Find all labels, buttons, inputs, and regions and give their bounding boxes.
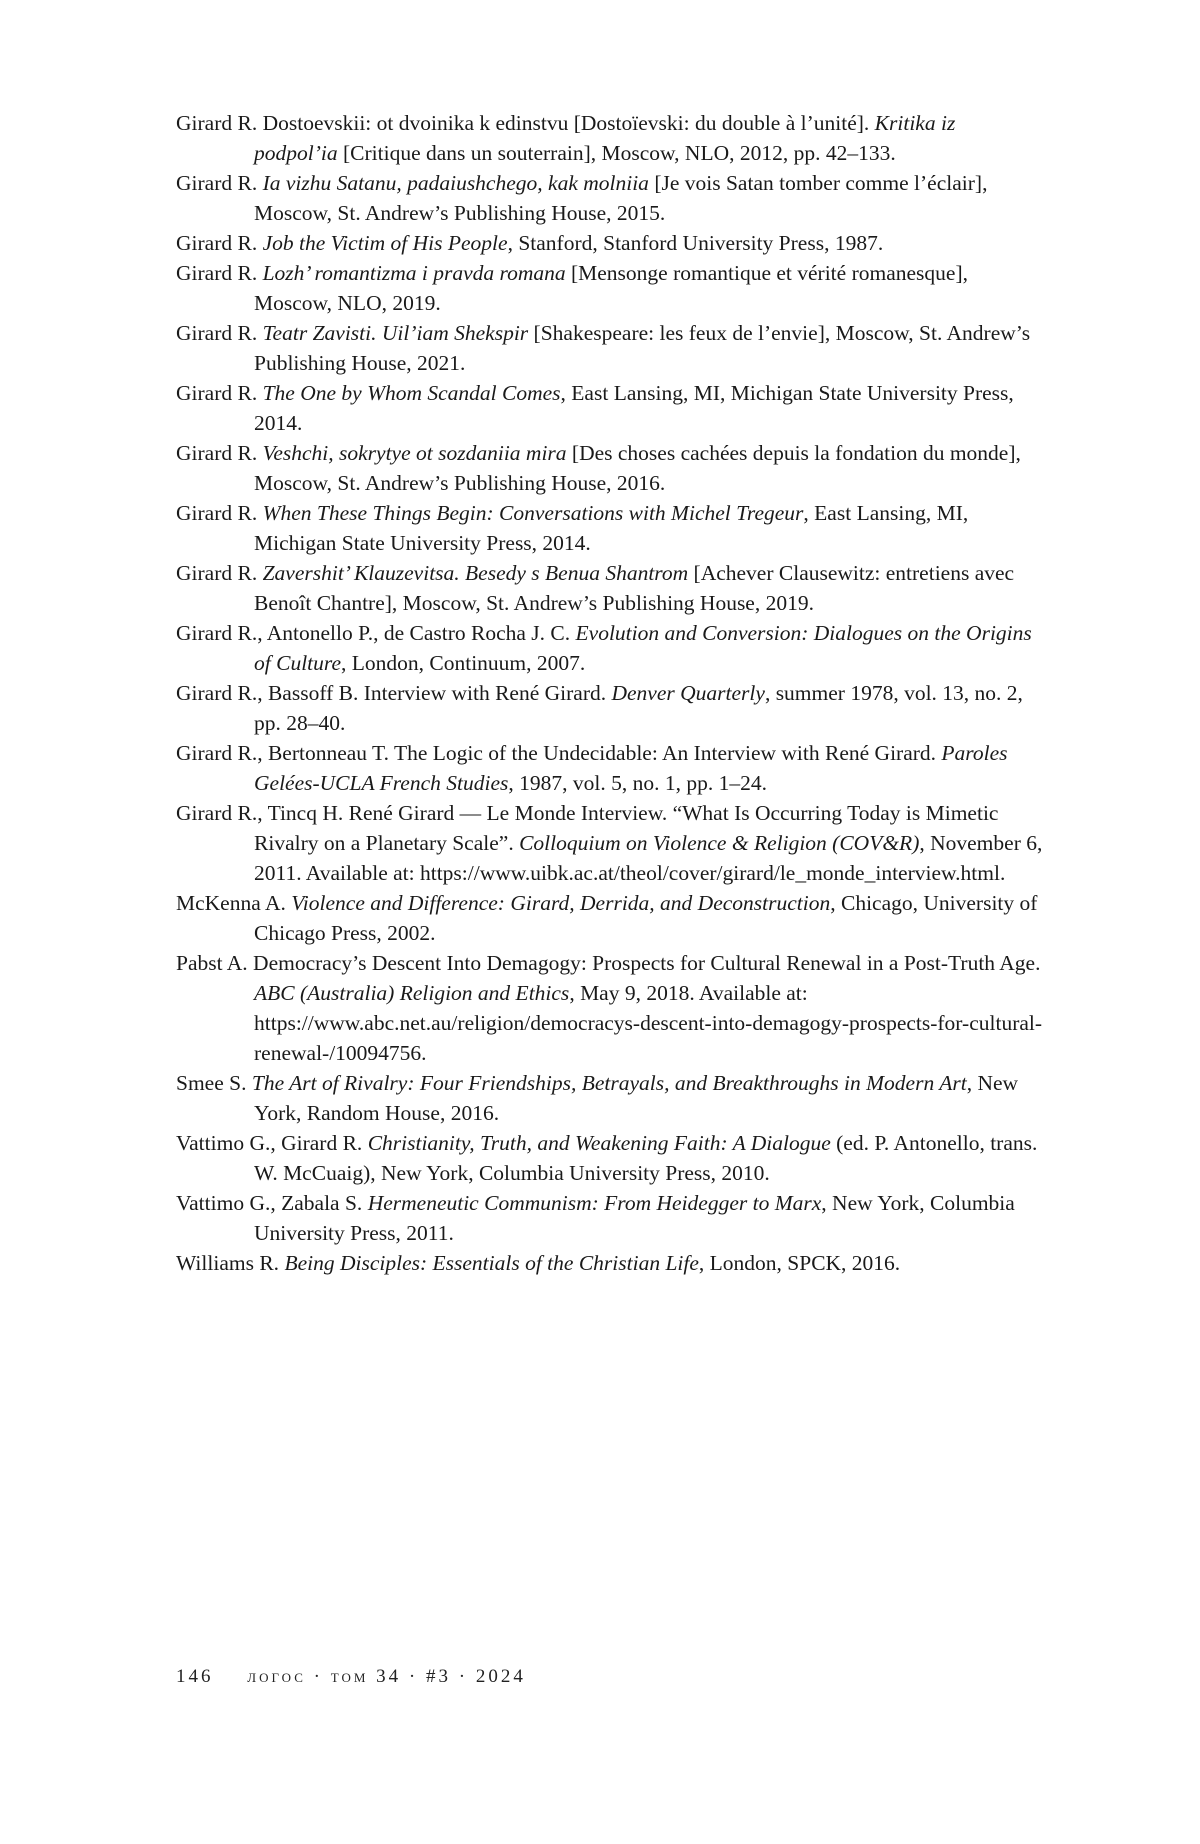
reference-text: [Mensonge romantique et vérité romanesque], Moscow, NLO, 2019. <box>254 261 968 315</box>
reference-text: Girard R. <box>176 561 263 585</box>
reference-text: Girard R. <box>176 321 263 345</box>
reference-title: Colloquium on Violence & Religion (COV&R) <box>519 831 920 855</box>
reference-text: Girard R., Bertonneau T. The Logic of the Undecidable: An Interview with René Girard. <box>176 741 942 765</box>
reference-entry <box>176 678 1044 738</box>
reference-entry <box>176 888 1044 948</box>
reference-title: The One by Whom Scandal Comes <box>262 381 561 405</box>
reference-text: , London, Continuum, 2007. <box>341 651 586 675</box>
reference-title: Veshchi, sokrytye ot sozdaniia mira <box>262 441 567 465</box>
reference-text: Girard R. <box>176 231 263 255</box>
reference-text: , East Lansing, MI, Michigan State University Press, 2014. <box>254 381 1014 435</box>
reference-text: Girard R., Antonello P., de Castro Rocha J. C. <box>176 621 576 645</box>
reference-text: [Achever Clausewitz: entretiens avec Benoît Chantre], Moscow, St. Andrew’s Publishing House, 2019. <box>254 561 1015 615</box>
reference-entry <box>176 738 1044 798</box>
reference-entry <box>176 948 1044 1068</box>
reference-text: , London, SPCK, 2016. <box>698 1251 901 1275</box>
reference-text: Girard R., Bassoff B. Interview with René Girard. <box>176 681 612 705</box>
reference-text: Girard R. <box>176 381 263 405</box>
reference-entry <box>176 378 1044 438</box>
reference-title: Paroles Gelées-UCLA French Studies <box>254 741 1008 795</box>
reference-text: Girard R., Tincq H. René Girard — Le Monde Interview. “What Is Occurring Today is Mimetic Rivalry on a Planetary Scale”. <box>176 801 999 855</box>
reference-text: [Je vois Satan tomber comme l’éclair], Moscow, St. Andrew’s Publishing House, 2015. <box>254 171 988 225</box>
reference-title: The Art of Rivalry: Four Friendships, Betrayals, and Breakthroughs in Modern Art <box>251 1071 967 1095</box>
reference-entry <box>176 258 1044 318</box>
reference-text: Vattimo G., Zabala S. <box>176 1191 368 1215</box>
reference-text: Smee S. <box>176 1071 252 1095</box>
reference-title: When These Things Begin: Conversations with Michel Tregeur <box>262 501 804 525</box>
reference-text: , summer 1978, vol. 13, no. 2, pp. 28–40. <box>254 681 1023 735</box>
reference-entry <box>176 798 1044 888</box>
reference-text: [Shakespeare: les feux de l’envie], Moscow, St. Andrew’s Publishing House, 2021. <box>254 321 1031 375</box>
journal-issue: логос · том 34 · #3 · 2024 <box>247 1666 526 1687</box>
reference-title: ABC (Australia) Religion and Ethics <box>254 981 570 1005</box>
reference-text: , May 9, 2018. Available at: https://www.abc.net.au/religion/democracys-descent-into-demagogy-prospects-for-cultural-renewal-/10094756. <box>254 981 1043 1065</box>
reference-text: , November 6, 2011. Available at: https://www.uibk.ac.at/theol/cover/girard/le_monde_interview.html. <box>254 831 1043 885</box>
reference-text: Girard R. Dostoevskii: ot dvoinika k edinstvu [Dostoïevski: du double à l’unité]. <box>176 111 875 135</box>
reference-title: Lozh’ romantizma i pravda romana <box>262 261 566 285</box>
reference-text: Girard R. <box>176 501 263 525</box>
reference-entry <box>176 498 1044 558</box>
reference-text: , Chicago, University of Chicago Press, 2002. <box>254 891 1038 945</box>
reference-title: Christianity, Truth, and Weakening Faith: A Dialogue <box>367 1131 831 1155</box>
reference-text: Pabst A. Democracy’s Descent Into Demagogy: Prospects for Cultural Renewal in a Post-Truth Age. <box>176 951 1041 975</box>
reference-text: Girard R. <box>176 261 263 285</box>
reference-text: , New York, Columbia University Press, 2011. <box>254 1191 1015 1245</box>
reference-entry <box>176 1248 1044 1278</box>
reference-entry <box>176 318 1044 378</box>
reference-entry <box>176 108 1044 168</box>
reference-text: [Des choses cachées depuis la fondation du monde], Moscow, St. Andrew’s Publishing House, 2016. <box>254 441 1021 495</box>
reference-text: , New York, Random House, 2016. <box>254 1071 1019 1125</box>
reference-entry <box>176 1188 1044 1248</box>
reference-entry <box>176 1068 1044 1128</box>
reference-title: Being Disciples: Essentials of the Christian Life <box>284 1251 699 1275</box>
reference-entry <box>176 618 1044 678</box>
reference-text: McKenna A. <box>176 891 292 915</box>
reference-title: Hermeneutic Communism: From Heidegger to Marx <box>367 1191 822 1215</box>
reference-text: (ed. P. Antonello, trans. W. McCuaig), New York, Columbia University Press, 2010. <box>254 1131 1038 1185</box>
reference-entry <box>176 438 1044 498</box>
reference-title: Kritika iz podpol’ia <box>254 111 956 165</box>
page-number: 146 <box>176 1666 214 1687</box>
reference-text: , Stanford, Stanford University Press, 1987. <box>507 231 884 255</box>
reference-entry <box>176 558 1044 618</box>
reference-list <box>176 108 1044 1278</box>
reference-title: Zavershit’ Klauzevitsa. Besedy s Benua Shantrom <box>262 561 689 585</box>
reference-entry <box>176 228 1044 258</box>
reference-entry <box>176 168 1044 228</box>
reference-title: Evolution and Conversion: Dialogues on the Origins of Culture <box>254 621 1032 675</box>
reference-title: Job the Victim of His People <box>262 231 508 255</box>
reference-text: Williams R. <box>176 1251 285 1275</box>
reference-title: Denver Quarterly <box>611 681 765 705</box>
reference-title: Teatr Zavisti. Uil’iam Shekspir <box>262 321 529 345</box>
reference-text: Vattimo G., Girard R. <box>176 1131 368 1155</box>
reference-title: Violence and Difference: Girard, Derrida, and Deconstruction <box>291 891 831 915</box>
reference-text: , 1987, vol. 5, no. 1, pp. 1–24. <box>508 771 767 795</box>
reference-entry <box>176 1128 1044 1188</box>
reference-text: [Critique dans un souterrain], Moscow, NLO, 2012, pp. 42–133. <box>337 141 896 165</box>
reference-text: , East Lansing, MI, Michigan State University Press, 2014. <box>254 501 969 555</box>
reference-text: Girard R. <box>176 171 263 195</box>
reference-title: Ia vizhu Satanu, padaiushchego, kak molniia <box>262 171 649 195</box>
page-footer <box>176 1666 526 1688</box>
reference-text: Girard R. <box>176 441 263 465</box>
